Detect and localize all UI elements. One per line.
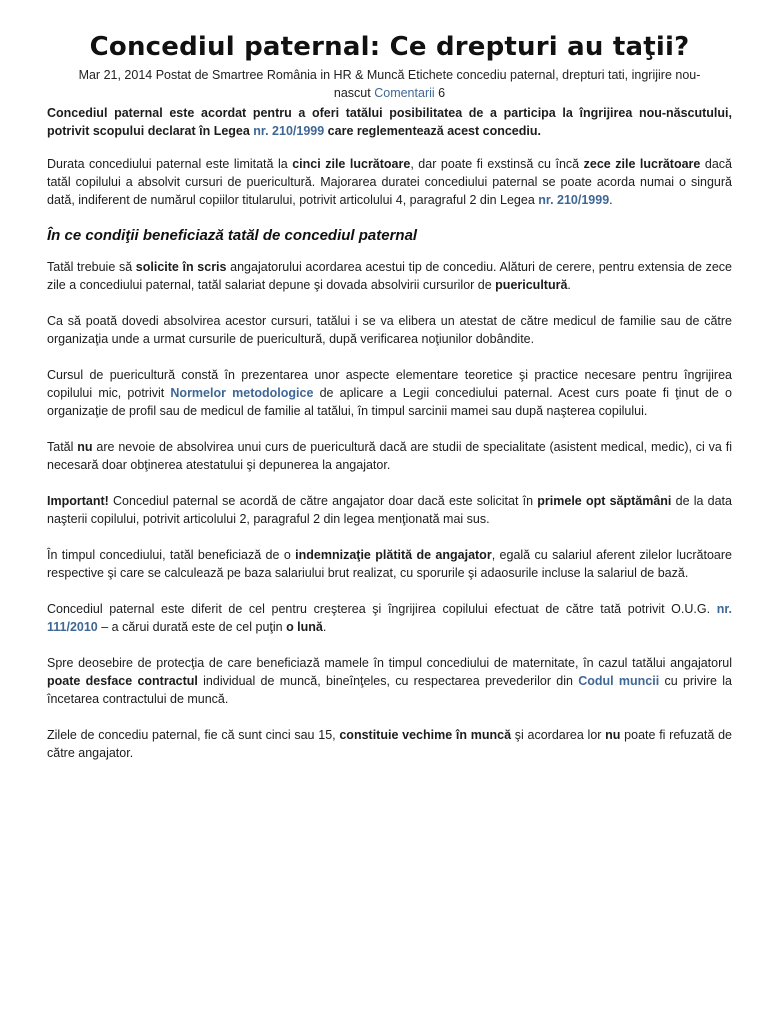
- section-heading: În ce condiţii beneficiază tatăl de concediul paternal: [47, 227, 418, 244]
- protection-bold-1: poate desface contractul: [47, 674, 198, 688]
- indemnity-text-2: , egală cu salariul aferent zilelor lucrătoare respective şi care se calculează pe baza salariului brut realizat, cu sporurile şi adaosurile incluse la salariul de bază.: [47, 548, 732, 580]
- article-title: Concediul paternal: Ce drepturi au taţii?: [89, 32, 690, 62]
- request-paragraph: [47, 258, 732, 294]
- different-paragraph: [47, 600, 732, 636]
- seniority-text-3: poate fi refuzată de către angajator.: [47, 728, 732, 760]
- important-bold-1: Important!: [47, 494, 109, 508]
- course-text-1: Cursul de puericultură constă în prezentarea unor aspecte elementare teoretice şi practice necesare pentru îngrijirea copilului mic, potrivit: [47, 368, 732, 400]
- duration-text-4: .: [609, 193, 613, 207]
- comments-link[interactable]: Comentarii: [374, 86, 435, 100]
- protection-text-1: Spre deosebire de protecţia de care beneficiază mamele în timpul concediului de maternitate, în cazul tatălui angajatorul: [47, 656, 732, 670]
- duration-text-3: dacă tatăl copilului a absolvit cursuri de puericultură. Majorarea duratei concediului paternal se poate acorda numai o singură dată, indiferent de numărul copiilor titularului, potrivit articolului 4, paragraful 2 din Legea: [47, 157, 732, 207]
- meta-line: Mar 21, 2014 Postat de Smartree România in HR & Muncă Etichete concediu paternal, drepturi tati, ingrijire nou-: [78, 68, 701, 82]
- seniority-text-2: şi acordarea lor: [511, 728, 606, 742]
- course-paragraph: [47, 366, 732, 420]
- no-course-paragraph: [47, 438, 732, 474]
- request-bold-2: puericultură: [495, 278, 568, 292]
- seniority-paragraph: [47, 726, 732, 762]
- different-text-3: .: [322, 620, 327, 634]
- important-bold-2: primele opt săptămâni: [537, 494, 672, 508]
- indemnity-paragraph: [47, 546, 732, 582]
- indemnity-bold-1: indemnizaţie plătită de angajator: [295, 548, 492, 562]
- intro-text-1: Concediul paternal este acordat pentru a oferi tatălui posibilitatea de a participa la îngrijirea nou-născutului, potrivit scopului declarat în Legea: [47, 106, 732, 138]
- labor-code-link[interactable]: Codul muncii: [578, 674, 660, 688]
- different-bold-1: o lună: [286, 620, 323, 634]
- meta-prefix: nascut: [333, 86, 375, 100]
- no-course-text-2: are nevoie de absolvirea unui curs de puericultură dacă are studii de specialitate (asistent medical, medic), ci va fi necesară doar obţinerea atestatului şi depunerea la angajator.: [47, 440, 732, 472]
- protection-paragraph: [47, 654, 732, 708]
- norms-link[interactable]: Normelor metodologice: [170, 386, 314, 400]
- indemnity-text-1: În timpul concediului, tatăl beneficiază de o: [47, 548, 296, 562]
- course-text-2: de aplicare a Legii concediului paternal. Acest curs poate fi ţinut de o organizaţie de profil sau de medicul de familie al tatălui, în timpul sarcinii mamei sau după naşterea copilului.: [47, 386, 733, 418]
- article-meta: [47, 66, 732, 102]
- comments-count: 6: [438, 86, 446, 100]
- important-paragraph: [47, 492, 732, 528]
- duration-bold-2: zece zile lucrătoare: [583, 157, 701, 171]
- no-course-bold-1: nu: [77, 440, 93, 454]
- law-link[interactable]: nr. 210/1999: [538, 193, 610, 207]
- request-text-3: .: [567, 278, 571, 292]
- request-text-2: angajatorului acordarea acestui tip de concediu. Alături de cerere, pentru extensia de zece zile a concediului paternal, tatăl salariat depune şi dovada absolvirii cursurilor de: [47, 260, 732, 292]
- different-text-2: – a cărui durată este de cel puţin: [97, 620, 287, 634]
- no-course-text-1: Tatăl: [47, 440, 78, 454]
- important-text-1: Concediul paternal se acordă de către angajator doar dacă este solicitat în: [108, 494, 538, 508]
- duration-paragraph: [47, 155, 732, 209]
- intro-paragraph: [47, 104, 732, 140]
- different-text-1: Concediul paternal este diferit de cel pentru creşterea şi îngrijirea copilului efectuat de către tată potrivit O.U.G.: [47, 602, 717, 616]
- seniority-bold-1: constituie vechime în muncă: [339, 728, 512, 742]
- duration-text-2: , dar poate fi exstinsă cu încă: [410, 157, 584, 171]
- seniority-bold-2: nu: [605, 728, 621, 742]
- duration-bold-1: cinci zile lucrătoare: [292, 157, 411, 171]
- request-bold-1: solicite în scris: [135, 260, 227, 274]
- protection-text-2: individual de muncă, bineînţeles, cu respectarea prevederilor din: [197, 674, 579, 688]
- intro-text-2: care reglementează acest concediu.: [324, 124, 541, 138]
- oug-link[interactable]: nr. 111/2010: [47, 602, 732, 634]
- protection-text-3: cu privire la încetarea contractului de muncă.: [47, 674, 732, 706]
- attest-paragraph: Ca să poată dovedi absolvirea acestor cursuri, tatălui i se va elibera un atestat de către medicul de familie sau de către organizaţia unde a urmat cursurile de puericultură, după verificarea noţiunilor dobândite.: [47, 314, 732, 346]
- important-text-2: de la data naşterii copilului, potrivit articolului 2, paragraful 2 din legea menţionată mai sus.: [47, 494, 732, 526]
- duration-text-1: Durata concediului paternal este limitată la: [47, 157, 293, 171]
- request-text-1: Tatăl trebuie să: [47, 260, 136, 274]
- seniority-text-1: Zilele de concediu paternal, fie că sunt cinci sau 15,: [47, 728, 340, 742]
- law-link[interactable]: nr. 210/1999: [253, 124, 325, 138]
